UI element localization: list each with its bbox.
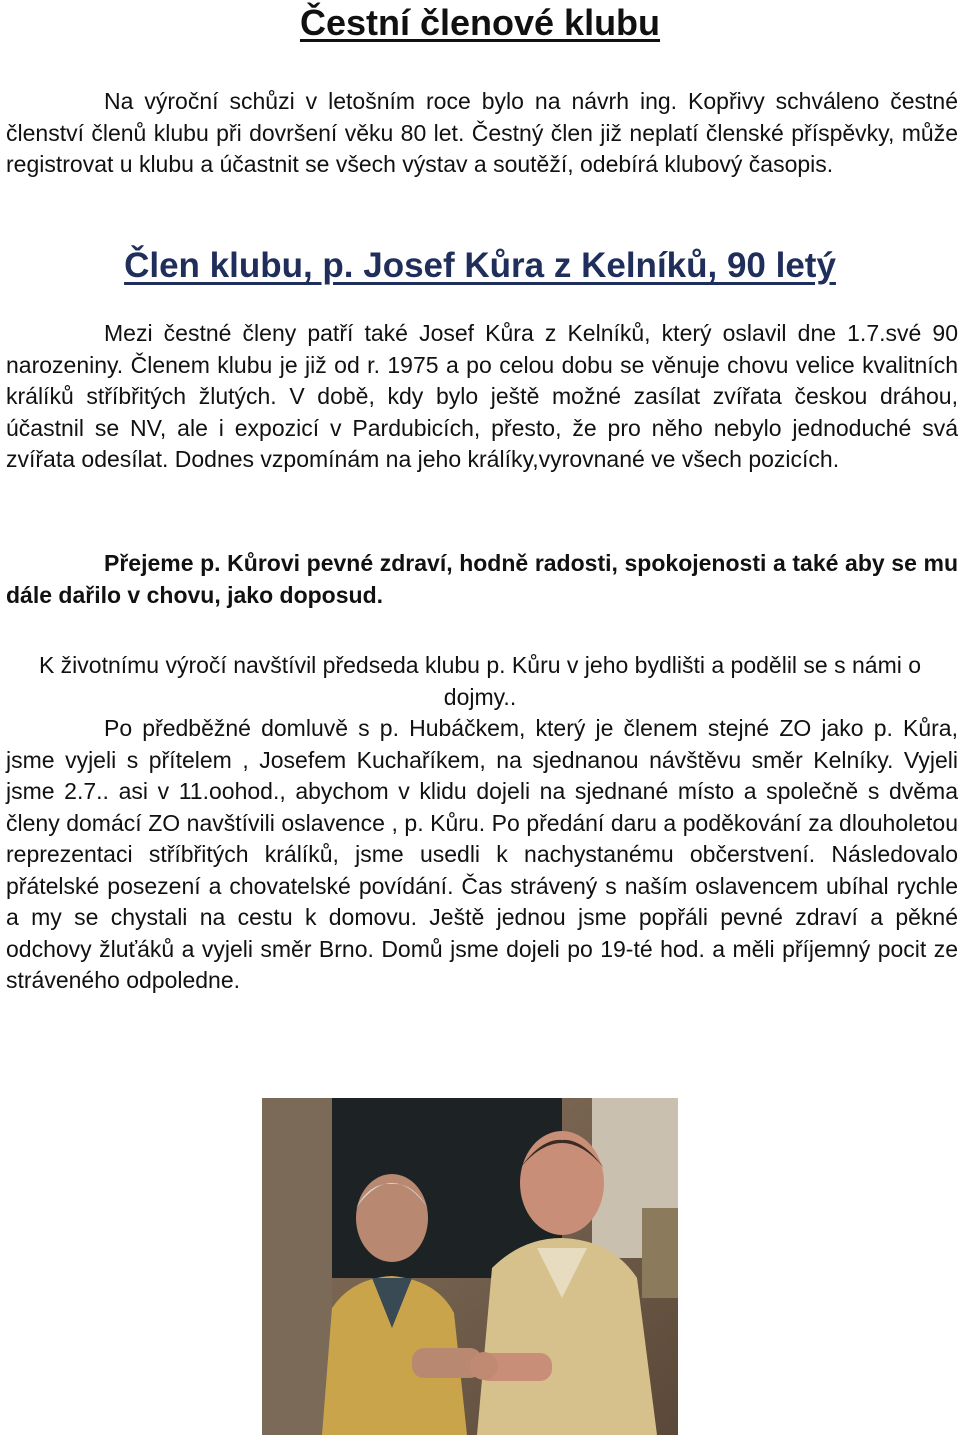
profile-paragraph: Mezi čestné členy patří také Josef Kůra z Kelníků, který oslavil dne 1.7.své 90 narozeniny. Členem klubu je již od r. 1975 a po celou dobu se věnuje chovu velice kvalitních králíků stříbřitých žlutých. V době, kdy bylo ještě možné zasílat zvířata českou dráhou, účastnil se NV, ale i expozicí v Pardubicích, přesto, že pro něho nebylo jednoduché svá zvířata odesílat. Dodnes vzpomínám na jeho králíky,vyrovnané ve všech pozicích. [6,320,958,472]
visit-intro-paragraph: K životnímu výročí navštívil předseda klubu p. Kůru v jeho bydlišti a podělil se s námi o dojmy.. [38,652,922,710]
page-title: Čestní členové klubu [299,2,661,43]
photo-handshake [262,1098,678,1435]
photo-handshake-hands [470,1352,498,1380]
visit-report-paragraph: Po předběžné domluvě s p. Hubáčkem, který je členem stejné ZO jako p. Kůra, jsme vyjeli s přítelem , Josefem Kuchaříkem, na sjednanou návštěvu směr Kelníky. Vyjeli jsme 2.7.. asi v 11.oohod., abychom v klidu dojeli na sjednané místo a společně s dvěma členy domácí ZO navštívili oslavence , p. Kůru. Po předání daru a poděkování za dlouholetou reprezentaci stříbřitých králíků, jsme usedli k nachystanému občerstvení. Následovalo přátelské posezení a chovatelské povídání. Čas strávený s naším oslavencem ubíhal rychle a my se chystali na cestu k domovu. Ještě jednou jsme popřáli pevné zdraví a pěkné odchovy žluťáků a vyjeli směr Brno. Domů jsme dojeli po 19-té hod. a měli příjemný pocit ze stráveného odpoledne. [6,715,958,993]
intro-paragraph: Na výroční schůzi v letošním roce bylo na návrh ing. Kopřivy schváleno čestné členství členů klubu při dovršení věku 80 let. Čestný člen již neplatí členské příspěvky, může registrovat u klubu a účastnit se všech výstav a soutěží, odebírá klubový časopis. [6,88,958,177]
wish-paragraph: Přejeme p. Kůrovi pevné zdraví, hodně radosti, spokojenosti a také aby se mu dále dařilo v chovu, jako doposud. [6,550,958,608]
section-heading: Člen klubu, p. Josef Kůra z Kelníků, 90 letý [124,246,836,285]
photo-left-wall [262,1098,332,1435]
photo-illustration [262,1098,678,1435]
photo-shelf [642,1208,678,1298]
